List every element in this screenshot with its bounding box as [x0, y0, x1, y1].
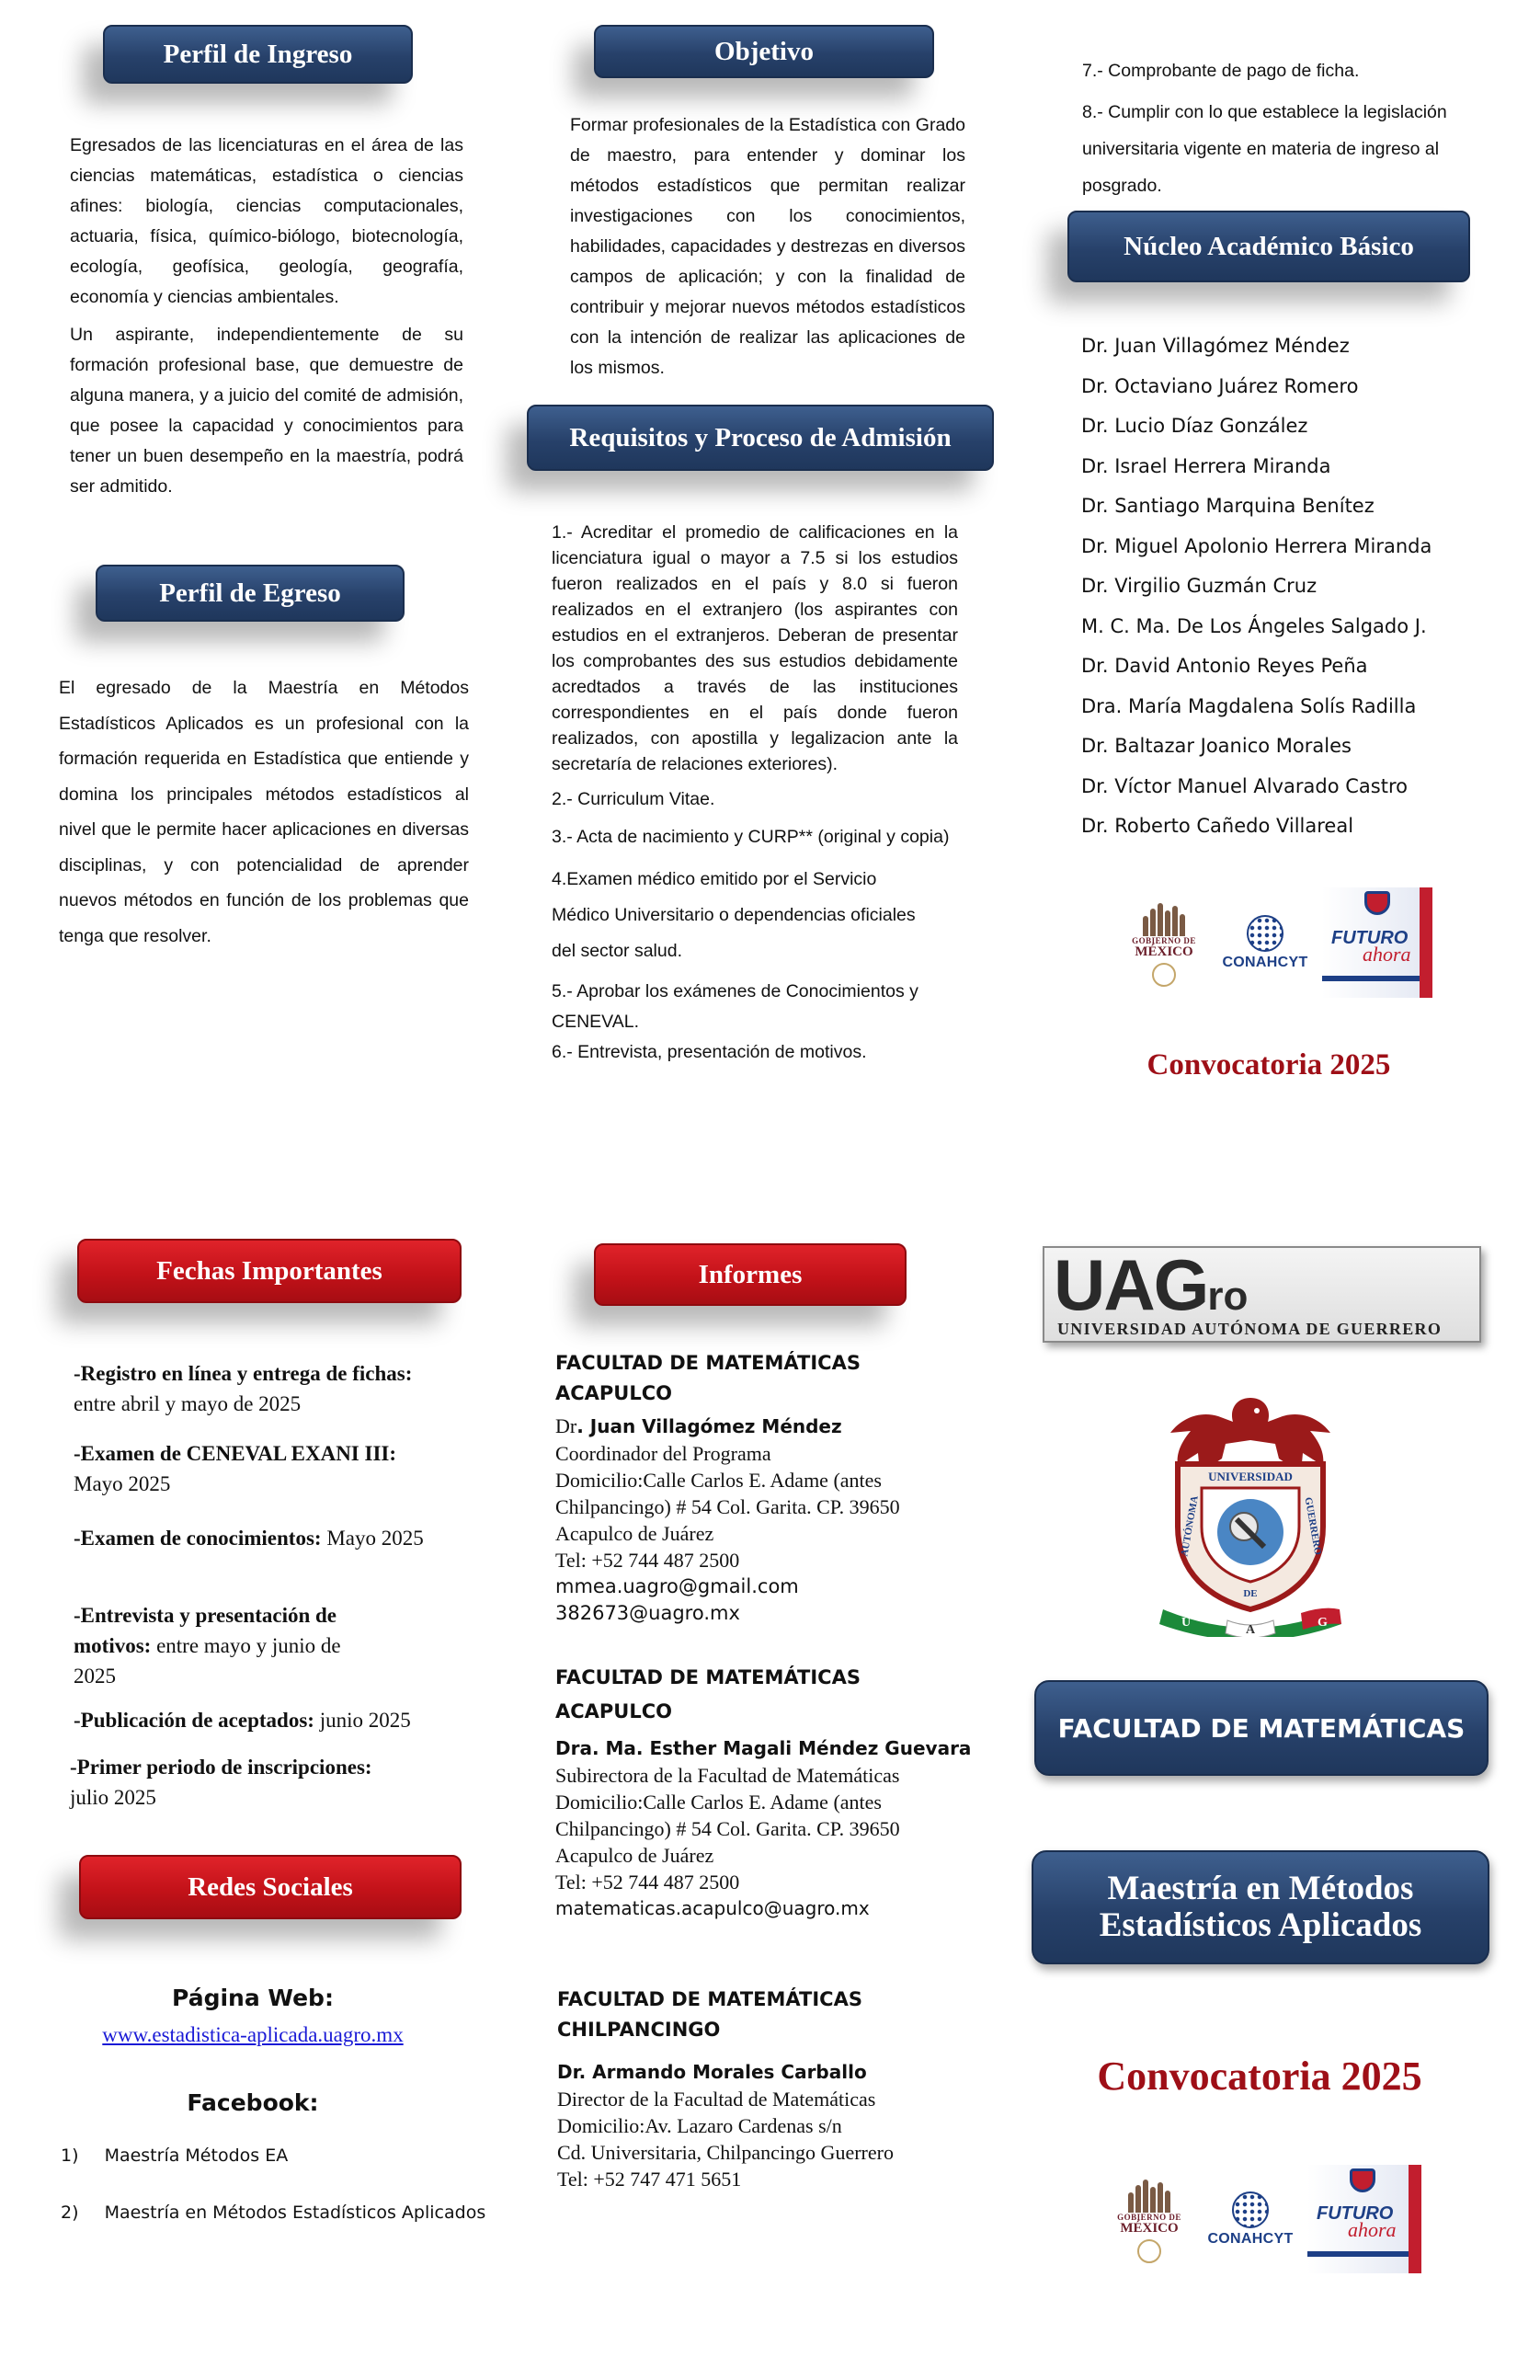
- sponsor-logos-bottom: [1111, 2165, 1421, 2273]
- stripe: [1307, 2251, 1409, 2257]
- objetivo-p1: Formar profesionales de la Estadística con Grado de maestro, para entender y dominar los métodos estadísticos que permitan realizar investigaciones con los conocimientos, habilidades, capacidades y destrezas en diversos campos de aplicación; y con la finalidad de contribuir y mejorar nuevos métodos estadísticos con la intención de realizar las aplicaciones de los mismos.: [570, 115, 965, 378]
- svg-text:AUTÓNOMA: AUTÓNOMA: [1179, 1494, 1201, 1558]
- web-link[interactable]: www.estadistica-aplicada.uagro.mx: [102, 2023, 404, 2046]
- email-link[interactable]: mmea.uagro@gmail.com: [555, 1575, 799, 1597]
- perfil-egreso-text: [59, 670, 469, 961]
- perfil-ingreso-text: [70, 131, 463, 509]
- svg-text:DE: DE: [1243, 1588, 1258, 1599]
- convocatoria-top: Convocatoria 2025: [1146, 1048, 1391, 1081]
- uagro-logo: UAGro UNIVERSIDAD AUTÓNOMA DE GUERRERO: [1043, 1246, 1481, 1343]
- objetivo-text: [570, 110, 965, 391]
- sponsor-logos-top: [1125, 887, 1432, 998]
- informes-heading: Informes: [594, 1243, 907, 1306]
- requisito-item: 6.- Entrevista, presentación de motivos.: [552, 1042, 867, 1062]
- conahcyt-logo: CONAHCYT: [1204, 2191, 1296, 2248]
- facultad-banner: FACULTAD DE MATEMÁTICAS: [1034, 1680, 1489, 1776]
- svg-text:A: A: [1246, 1623, 1256, 1637]
- fecha-registro: -Registro en línea y entrega de fichas: entre abril y mayo de 2025: [74, 1362, 413, 1415]
- shield-icon: [1350, 2168, 1375, 2192]
- objetivo-heading: Objetivo: [594, 25, 934, 78]
- faculty-member: Dr. Israel Herrera Miranda: [1081, 454, 1331, 477]
- futuro-ahora-logo: FUTURO ahora: [1307, 2165, 1421, 2273]
- web-label: Página Web:: [172, 1985, 334, 2011]
- list-number: 1): [61, 2145, 79, 2166]
- facebook-item-1[interactable]: [61, 2145, 493, 2166]
- facebook-page-name: Maestría en Métodos Estadísticos Aplicados: [104, 2203, 486, 2223]
- faculty-member: Dr. Roberto Cañedo Villareal: [1081, 815, 1354, 837]
- faculty-member: Dr. Virgilio Guzmán Cruz: [1081, 575, 1318, 597]
- svg-text:G: G: [1318, 1616, 1328, 1630]
- fecha-conocimientos: -Examen de conocimientos: Mayo 2025: [74, 1527, 424, 1550]
- requisito-item: 7.- Comprobante de pago de ficha.: [1082, 61, 1360, 81]
- facebook-item-2[interactable]: [61, 2203, 493, 2223]
- requisito-item: 3.- Acta de nacimiento y CURP** (original y copia): [552, 827, 950, 847]
- contacto-subdirectora: FACULTAD DE MATEMÁTICAS ACAPULCO Dra. Ma. Esther Magali Méndez Guevara Subirectora de la Facultad de Matemáticas Domicilio:Calle Carlos E. Adame (antes Chilpancingo) # 54 Col. Garita. CP. 39650 Acapulco de Juárez Tel: +52 744 487 2500 matematicas.acapulco@uagro.mx: [555, 1663, 978, 1922]
- requisito-item: 1.- Acreditar el promedio de calificaciones en la licenciatura igual o mayor a 7.5 si los estudios fueron realizados en el país y 8.0 si fueron realizados en el extranjero (los aspirantes con estudios en el extranjeros. Deberan de presentar los comprobantes des sus estudios debidamente acredtados a través de las instituciones correspondientes en el país donde fueron realizados, con apostilla y legalizacion ante la secretaría de relaciones exteriores).: [552, 522, 958, 774]
- perfil-egreso-heading: Perfil de Egreso: [96, 565, 405, 622]
- fecha-publicacion: -Publicación de aceptados: junio 2025: [74, 1709, 411, 1732]
- perfil-ingreso-p1: Egresados de las licenciaturas en el área de las ciencias matemáticas, estadística o ciencias afines: biología, ciencias computacionales, actuaria, física, químico-biólogo, biotecnología, ecología, geofísica, geología, geografía, economía y ciencias ambientales.: [70, 135, 463, 307]
- shield-icon: [1364, 891, 1390, 915]
- facebook-label: Facebook:: [187, 2089, 319, 2116]
- uagro-seal-icon: [1145, 1389, 1356, 1637]
- faculty-member: M. C. Ma. De Los Ángeles Salgado J.: [1081, 614, 1427, 637]
- requisitos-list: [552, 520, 958, 1067]
- stripe: [1322, 976, 1420, 981]
- fechas-heading: Fechas Importantes: [77, 1239, 462, 1303]
- perfil-ingreso-p2: Un aspirante, independientemente de su formación profesional base, que demuestre de alguna manera, y a juicio del comité de admisión, que posee la capacidad y conocimientos para tener un buen desempeño en la maestría, podrá ser admitido.: [70, 325, 463, 497]
- requisito-item: 8.- Cumplir con lo que establece la legislación universitaria vigente en materia de ingreso al posgrado.: [1082, 102, 1447, 196]
- requisito-item: 5.- Aprobar los exámenes de Conocimientos y CENEVAL.: [552, 981, 918, 1032]
- email-link[interactable]: 382673@uagro.mx: [555, 1602, 740, 1624]
- requisito-item: 4.Examen médico emitido por el Servicio Médico Universitario o dependencias oficiales del sector salud.: [552, 869, 916, 961]
- gobierno-mexico-logo: GOBIERNO DE MÉXICO: [1111, 2176, 1188, 2263]
- requisito-item: 2.- Curriculum Vitae.: [552, 789, 715, 809]
- fecha-ceneval: -Examen de CENEVAL EXANI III: Mayo 2025: [74, 1442, 397, 1495]
- faculty-member: Dr. Víctor Manuel Alvarado Castro: [1081, 774, 1408, 797]
- futuro-ahora-logo: FUTURO ahora: [1322, 887, 1432, 998]
- gobierno-mexico-logo: GOBIERNO DE MÉXICO: [1125, 899, 1203, 987]
- contacto-director: FACULTAD DE MATEMÁTICAS CHILPANCINGO Dr. Armando Morales Carballo Director de la Facultad de Matemáticas Domicilio:Av. Lazaro Cardenas s/n Cd. Universitaria, Chilpancingo Guerrero Tel: +52 747 471 5651: [557, 1988, 894, 2191]
- faculty-member: Dr. Lucio Díaz González: [1081, 415, 1308, 437]
- faculty-member: Dra. María Magdalena Solís Radilla: [1081, 694, 1417, 717]
- faculty-member: Dr. Octaviano Juárez Romero: [1081, 374, 1359, 397]
- conahcyt-logo: CONAHCYT: [1219, 915, 1311, 971]
- faculty-member: Dr. David Antonio Reyes Peña: [1081, 655, 1368, 677]
- faculty-member: Dr. Baltazar Joanico Morales: [1081, 735, 1352, 757]
- svg-text:U: U: [1181, 1616, 1192, 1630]
- requisitos-continued: [1082, 57, 1468, 204]
- perfil-ingreso-heading: Perfil de Ingreso: [103, 25, 413, 84]
- list-number: 2): [61, 2203, 79, 2223]
- dot-globe-icon: [1232, 2191, 1269, 2228]
- faculty-member: Dr. Santiago Marquina Benítez: [1081, 495, 1375, 517]
- faculty-member: Dr. Juan Villagómez Méndez: [1081, 335, 1350, 357]
- requisitos-heading: Requisitos y Proceso de Admisión: [527, 405, 994, 471]
- contacto-coordinador: FACULTAD DE MATEMÁTICAS ACAPULCO Dr. Juan Villagómez Méndez Coordinador del Programa Domicilio:Calle Carlos E. Adame (antes Chilpancingo) # 54 Col. Garita. CP. 39650 Acapulco de Juárez Tel: +52 744 487 2500 mmea.uagro@gmail.com 382673@uagro.mx: [555, 1348, 978, 1627]
- seal-icon: [1152, 963, 1176, 987]
- svg-text:UNIVERSIDAD: UNIVERSIDAD: [1208, 1470, 1293, 1483]
- fecha-entrevista: -Entrevista y presentación de motivos: entre mayo y junio de 2025: [74, 1604, 341, 1688]
- redes-heading: Redes Sociales: [79, 1855, 462, 1919]
- nucleo-heading: Núcleo Académico Básico: [1067, 211, 1470, 282]
- convocatoria-bottom: Convocatoria 2025: [1097, 2054, 1422, 2099]
- nucleo-members: [1081, 326, 1504, 847]
- email-link[interactable]: matematicas.acapulco@uagro.mx: [555, 1897, 870, 1919]
- faculty-member: Dr. Miguel Apolonio Herrera Miranda: [1081, 534, 1432, 557]
- fecha-inscripciones: -Primer periodo de inscripciones: julio 2025: [70, 1756, 372, 1809]
- svg-text:GUERRERO: GUERRERO: [1302, 1496, 1324, 1556]
- facebook-page-name: Maestría Métodos EA: [104, 2145, 289, 2166]
- seal-icon: [1137, 2239, 1161, 2263]
- dot-globe-icon: [1247, 915, 1283, 952]
- perfil-egreso-p1: El egresado de la Maestría en Métodos Estadísticos Aplicados es un profesional con la formación requerida en Estadística que entiende y domina los principales métodos estadísticos al nivel que le permite hacer aplicaciones en diversas disciplinas, y con potencialidad de aprender nuevos métodos en función de los problemas que tenga que resolver.: [59, 678, 469, 946]
- maestria-banner: Maestría en Métodos Estadísticos Aplicados: [1032, 1850, 1489, 1964]
